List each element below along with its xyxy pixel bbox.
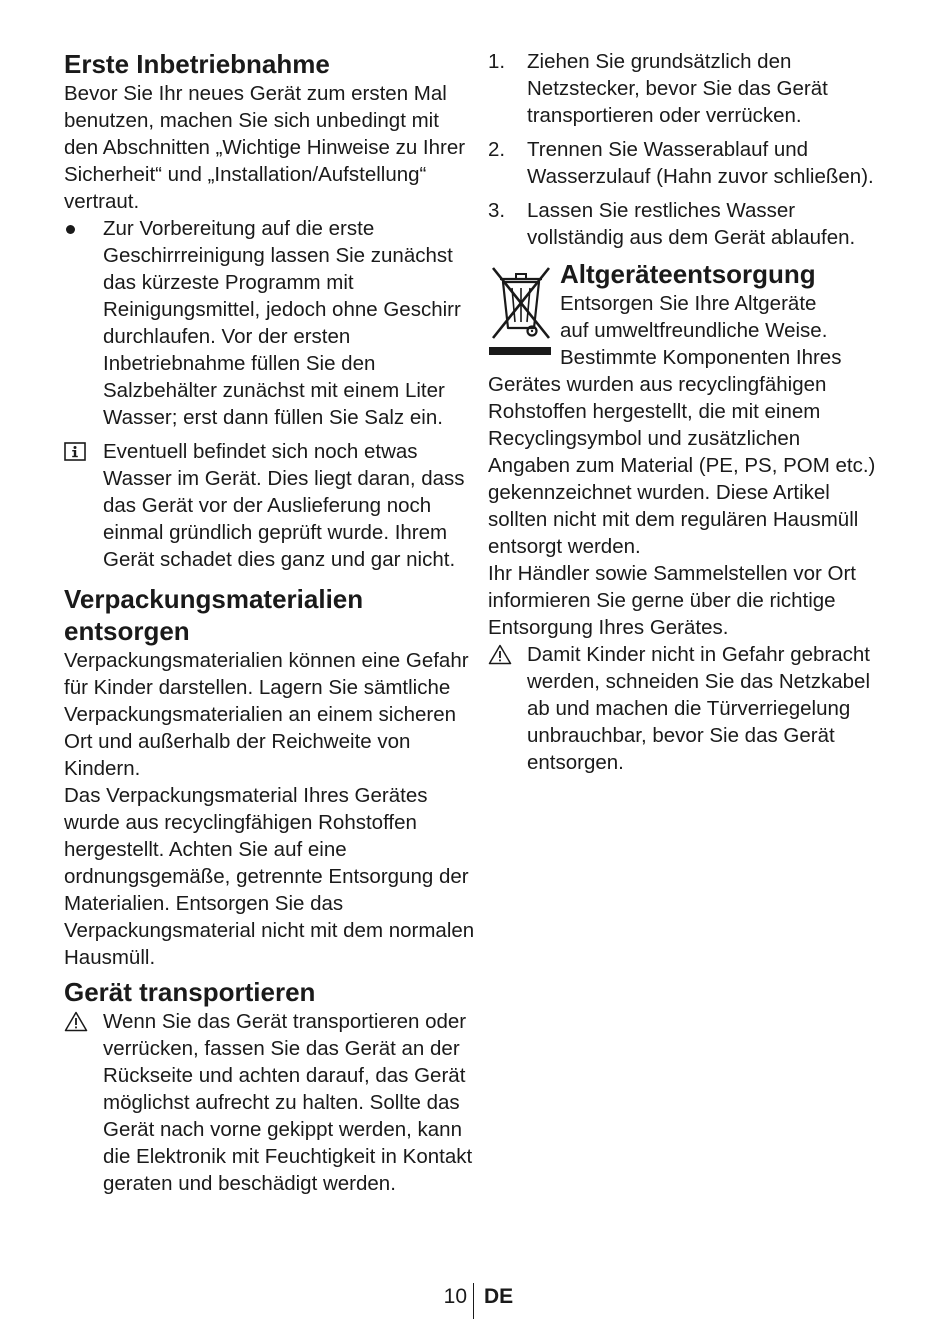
first-use-intro: Bevor Sie Ihr neues Gerät zum ersten Mal benutzen, machen Sie sich unbedingt mit den Abschnitten „Wichtige Hinweise zu Ihrer Sicherheit“ und „Installation/Aufstellung“ vertraut. xyxy=(64,82,466,213)
info-icon xyxy=(64,442,86,462)
crossed-out-wheelie-bin-icon xyxy=(488,260,554,356)
section-first-use xyxy=(64,48,476,573)
disposal-line-3: Bestimmte Komponenten Ihres xyxy=(560,346,842,369)
language-label: DE xyxy=(484,1285,514,1308)
heading-disposal: Altgeräteentsorgung xyxy=(560,259,816,289)
bullet-item xyxy=(64,215,476,431)
bullet-dot-icon xyxy=(66,225,75,234)
packaging-p2: Das Verpackungsmaterial Ihres Gerätes wurde aus recyclingfähigen Rohstoffen hergestellt. Achten Sie auf eine ordnungsgemäße, getrennte Entsorgung der Materialien. Entsorgen Sie das Verpackungsmaterial nicht mit dem normalen Hausmüll. xyxy=(64,784,475,969)
disposal-p2: Ihr Händler sowie Sammelstellen vor Ort informieren Sie gerne über die richtige Entsorgung Ihres Gerätes. xyxy=(488,562,856,639)
page-footer xyxy=(0,1283,950,1323)
page-number: 10 xyxy=(443,1285,467,1308)
list-item xyxy=(488,48,883,129)
list-item xyxy=(488,197,883,251)
step-text: Ziehen Sie grundsätzlich den Netzstecker, bevor Sie das Gerät transportieren oder verrücken. xyxy=(527,50,828,127)
step-number: 1. xyxy=(488,50,506,73)
info-note xyxy=(64,438,476,573)
step-number: 3. xyxy=(488,199,506,222)
disposal-line-1: Entsorgen Sie Ihre Altgeräte xyxy=(560,292,817,315)
disposal-line-2: auf umweltfreundliche Weise. xyxy=(560,319,828,342)
heading-first-use: Erste Inbetriebnahme xyxy=(64,49,330,79)
step-text: Lassen Sie restliches Wasser vollständig aus dem Gerät ablaufen. xyxy=(527,199,856,249)
info-text: Eventuell befindet sich noch etwas Wasser im Gerät. Dies liegt daran, dass das Gerät vor der Auslieferung noch einmal gründlich geprüft wurde. Ihrem Gerät schadet dies ganz und gar nicht. xyxy=(103,440,465,571)
section-packaging xyxy=(64,583,476,971)
step-text: Trennen Sie Wasserablauf und Wasserzulauf (Hahn zuvor schließen). xyxy=(527,138,874,188)
right-column xyxy=(488,48,883,776)
left-column xyxy=(64,48,476,1197)
disposal-body: Gerätes wurden aus recyclingfähigen Rohstoffen hergestellt, die mit einem Recyclingsymbol und zusätzlichen Angaben zum Material (PE, PS, POM etc.) gekennzeichnet wurden. Diese Artikel sollten nicht mit dem regulären Hausmüll entsorgt werden. xyxy=(488,373,876,558)
packaging-p1: Verpackungsmaterialien können eine Gefahr für Kinder darstellen. Lagern Sie sämtliche Verpackungsmaterialien an einem sicheren Ort und außerhalb der Reichweite von Kindern. xyxy=(64,649,469,780)
footer-divider xyxy=(473,1283,474,1319)
list-item xyxy=(488,136,883,190)
bullet-text: Zur Vorbereitung auf die erste Geschirrreinigung lassen Sie zunächst das kürzeste Programm mit Reinigungsmittel, jedoch ohne Geschirr durchlaufen. Vor der ersten Inbetriebnahme füllen Sie den Salzbehälter zunächst mit einem Liter Wasser; erst dann füllen Sie Salz ein. xyxy=(103,217,461,429)
step-number: 2. xyxy=(488,138,506,161)
disposal-warning xyxy=(488,641,883,776)
section-disposal xyxy=(488,258,883,776)
warning-triangle-icon xyxy=(64,1011,88,1032)
transport-warning xyxy=(64,1008,476,1197)
transport-warning-text: Wenn Sie das Gerät transportieren oder verrücken, fassen Sie das Gerät an der Rückseite und achten darauf, das Gerät möglichst aufrecht zu halten. Sollte das Gerät nach vorne gekippt werden, kann die Elektronik mit Feuchtigkeit in Kontakt geraten und beschädigt werden. xyxy=(103,1010,473,1195)
heading-transport: Gerät transportieren xyxy=(64,977,316,1007)
section-transport xyxy=(64,976,476,1197)
transport-steps-list xyxy=(488,48,883,251)
heading-packaging: Verpackungsmaterialien entsorgen xyxy=(64,584,364,646)
disposal-warning-text: Damit Kinder nicht in Gefahr gebracht werden, schneiden Sie das Netzkabel ab und machen die Türverriegelung unbrauchbar, bevor Sie das Gerät entsorgen. xyxy=(527,643,871,774)
warning-triangle-icon xyxy=(488,644,512,665)
